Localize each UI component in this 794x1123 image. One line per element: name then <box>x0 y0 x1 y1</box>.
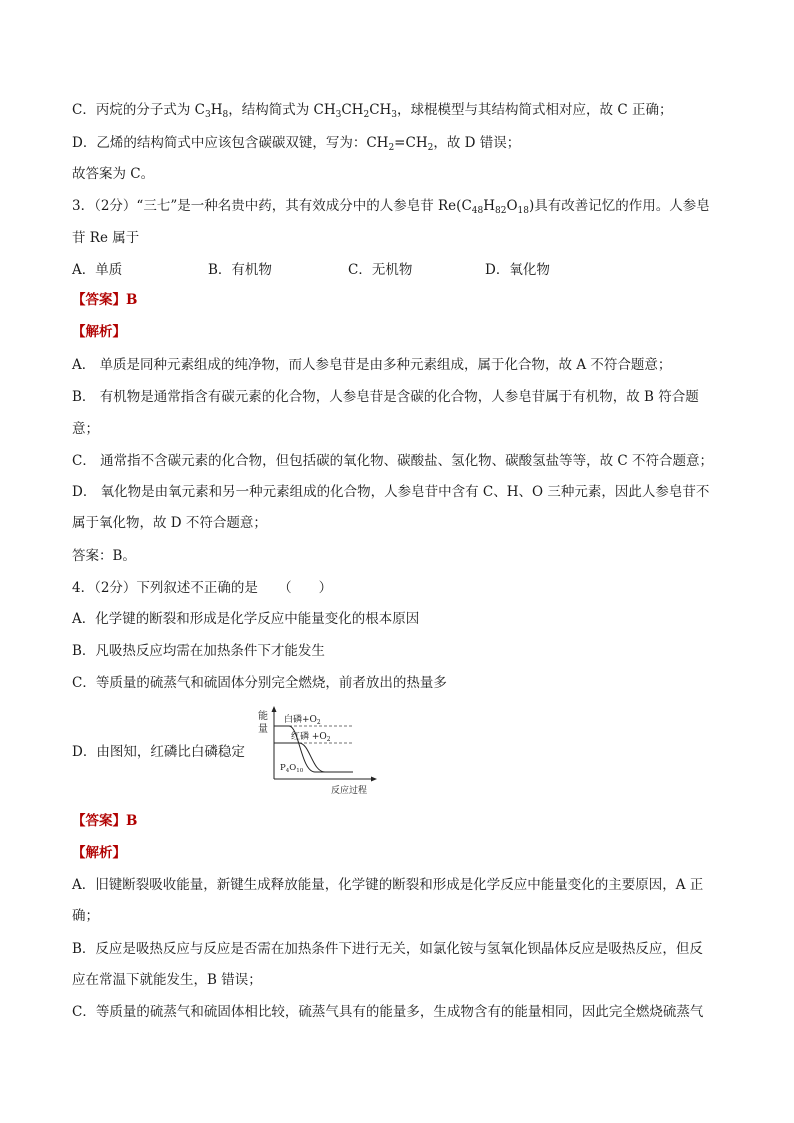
prev-option-d-line: D．乙烯的结构简式中应该包含碳碳双键，写为：$CH_2=CH_2$，故 D 错误； <box>72 135 521 153</box>
q4-answer: 【答案】B <box>72 813 138 829</box>
q4-analysis-a-cont: 确； <box>72 908 99 924</box>
diagram-ylabel-2: 量 <box>258 724 268 735</box>
diagram-x-arrow <box>371 777 377 782</box>
q4-option-d: D．由图知，红磷比白磷稳定 <box>72 744 245 760</box>
diagram-product-label: $P_4O_{10}$ <box>280 763 304 774</box>
q3-analysis-d-cont: 属于氧化物，故 D 不符合题意； <box>72 515 267 531</box>
q3-analysis-title: 【解析】 <box>72 324 126 340</box>
q3-analysis-b-cont: 意； <box>72 421 99 437</box>
prev-option-c-line: C．丙烷的分子式为 $C_3H_8$，结构简式为 $CH_3CH_2CH_3$，球棍模型与其结构简式相对应，故 C 正确； <box>72 102 673 120</box>
diagram-y-arrow <box>272 706 277 712</box>
q4-analysis-b: B．反应是吸热反应与反应是否需在加热条件下进行无关，如氯化铵与氢氧化钡晶体反应是吸热反应，但反 <box>72 941 703 957</box>
energy-diagram <box>255 705 380 797</box>
diagram-white-p-label: 白磷$+O_2$ <box>284 715 321 726</box>
q4-option-a: A．化学键的断裂和形成是化学反应中能量变化的根本原因 <box>72 611 420 627</box>
q3-analysis-d: D． 氧化物是由氧元素和另一种元素组成的化合物，人参皂苷中含有 C、H、O 三种元素，因此人参皂苷不 <box>72 484 710 500</box>
q3-final-answer: 答案：B。 <box>72 548 136 564</box>
q3-analysis-b: B． 有机物是通常指含有碳元素的化合物，人参皂苷是含碳的化合物，人参皂苷属于有机物，故 B 符合题 <box>72 389 699 405</box>
q4-option-b: B．凡吸热反应均需在加热条件下才能发生 <box>72 643 325 659</box>
q4-analysis-c: C．等质量的硫蒸气和硫固体相比较，硫蒸气具有的能量多，生成物含有的能量相同，因此完全燃烧硫蒸气 <box>72 1004 704 1020</box>
q4-stem: 4．（2分）下列叙述不正确的是 （ ） <box>72 580 333 596</box>
diagram-ylabel-1: 能 <box>258 711 268 722</box>
diagram-red-p-label: 红磷 $+O_2$ <box>291 732 331 743</box>
prev-conclusion: 故答案为 C。 <box>72 166 155 182</box>
q4-analysis-a: A．旧键断裂吸收能量，新键生成释放能量，化学键的断裂和形成是化学反应中能量变化的主要原因，A 正 <box>72 877 704 893</box>
q3-analysis-c: C． 通常指不含碳元素的化合物，但包括碳的氧化物、碳酸盐、氢化物、碳酸氢盐等等，故 C 不符合题意； <box>72 453 714 469</box>
q3-answer: 【答案】B <box>72 292 138 308</box>
q3-stem-line2: 苷 Re 属于 <box>72 230 140 246</box>
q3-option-a: A．单质 <box>72 262 123 278</box>
q3-analysis-a: A． 单质是同种元素组成的纯净物，而人参皂苷是由多种元素组成，属于化合物，故 A 不符合题意； <box>72 357 672 373</box>
diagram-xlabel: 反应过程 <box>331 786 368 796</box>
q4-analysis-b-cont: 应在常温下就能发生，B 错误； <box>72 972 262 988</box>
q4-option-c: C．等质量的硫蒸气和硫固体分别完全燃烧，前者放出的热量多 <box>72 675 447 691</box>
q3-option-b: B．有机物 <box>208 262 272 278</box>
q4-analysis-title: 【解析】 <box>72 845 126 861</box>
q3-stem-line1: 3．（2分）“三七”是一种名贵中药，其有效成分中的人参皂苷 $Re(C_{48}H_{82}O_{18})$具有改善记忆的作用。人参皂 <box>72 198 710 216</box>
q3-option-c: C．无机物 <box>348 262 413 278</box>
q3-option-d: D．氧化物 <box>485 262 550 278</box>
